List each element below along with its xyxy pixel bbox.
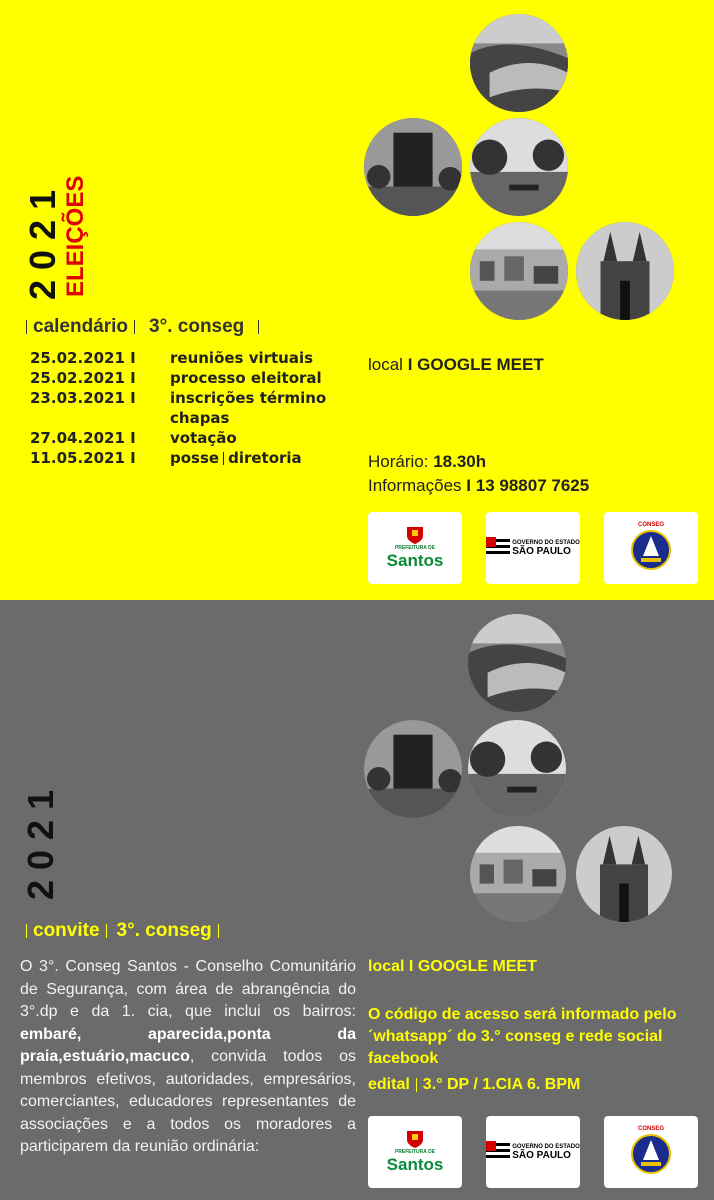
schedule-row: 23.03.2021 I inscrições término chapas (30, 389, 327, 427)
santos-crest-icon (406, 525, 424, 545)
logo-conseg: CONSEG (604, 512, 698, 584)
access-text: O código de acesso será informado pelo´whatsapp´ do 3.° conseg e rede social facebook (368, 1006, 677, 1067)
year-vertical: 2021 (20, 779, 61, 900)
sp-flag-icon (486, 537, 510, 559)
convite-header (20, 920, 225, 942)
divider (134, 320, 135, 334)
photo-cathedral (576, 222, 674, 320)
santos-crest-icon (406, 1129, 424, 1149)
divider (223, 452, 224, 465)
divider (26, 924, 27, 938)
sp-flag-icon (486, 1141, 510, 1163)
logo-santos: PREFEITURA DE Santos (368, 1116, 462, 1188)
logo-gov-sp: GOVERNO DO ESTADO SÃO PAULO (486, 512, 580, 584)
photo-building (364, 118, 462, 216)
photo-city-aerial (470, 222, 568, 320)
invitation-paragraph: O 3°. Conseg Santos - Conselho Comunitário de Segurança, com área de abrangência do 3°.dp e da 1. cia, que inclui os bairros: embaré, aparecida,ponta da praia,estuário,macuco, convida todos os membros efetivos, autoridades, empresários, comerciantes, educadores representantes de associações e a todos os moradores a participarem da reunião ordinária: (20, 958, 356, 1155)
photo-canal (470, 118, 568, 216)
local-line: local I GOOGLE MEET (368, 355, 544, 374)
divider (218, 924, 219, 938)
photo-building (364, 720, 462, 818)
divider (106, 924, 107, 938)
photo-cathedral (576, 826, 672, 922)
info-line: Informações I 13 98807 7625 (368, 476, 590, 495)
header-convite: convite (33, 920, 100, 941)
schedule-row: 25.02.2021 I reuniões virtuais (30, 349, 314, 367)
divider (416, 1078, 417, 1092)
header-conseg: 3°. conseg (149, 316, 245, 337)
local-line: local I GOOGLE MEET (368, 958, 537, 975)
header-calendar: calendário (33, 316, 129, 337)
calendar-header (20, 316, 265, 338)
photo-coastline (470, 14, 568, 112)
header-conseg: 3°. conseg (116, 920, 212, 941)
photo-city-aerial (470, 826, 566, 922)
schedule-list (30, 348, 370, 468)
photo-coastline (468, 614, 566, 712)
conseg-shield-icon (631, 528, 671, 574)
logo-gov-sp: GOVERNO DO ESTADO SÃO PAULO (486, 1116, 580, 1188)
schedule-row: 11.05.2021 I posse diretoria (30, 449, 302, 467)
divider (258, 320, 259, 334)
logo-conseg: CONSEG (604, 1116, 698, 1188)
schedule-row: 27.04.2021 I votação (30, 429, 237, 447)
schedule-row: 25.02.2021 I processo eleitoral (30, 369, 322, 387)
year-vertical: 2021 (22, 179, 63, 300)
logo-santos: PREFEITURA DE Santos (368, 512, 462, 584)
conseg-shield-icon (631, 1132, 671, 1178)
divider (26, 320, 27, 334)
title-vertical: ELEIÇÕES (62, 175, 89, 297)
edital-line: edital 3.° DP / 1.CIA 6. BPM (368, 1076, 581, 1093)
bottom-panel (0, 600, 714, 1200)
photo-canal (468, 720, 566, 818)
horario-line: Horário: 18.30h (368, 452, 487, 471)
